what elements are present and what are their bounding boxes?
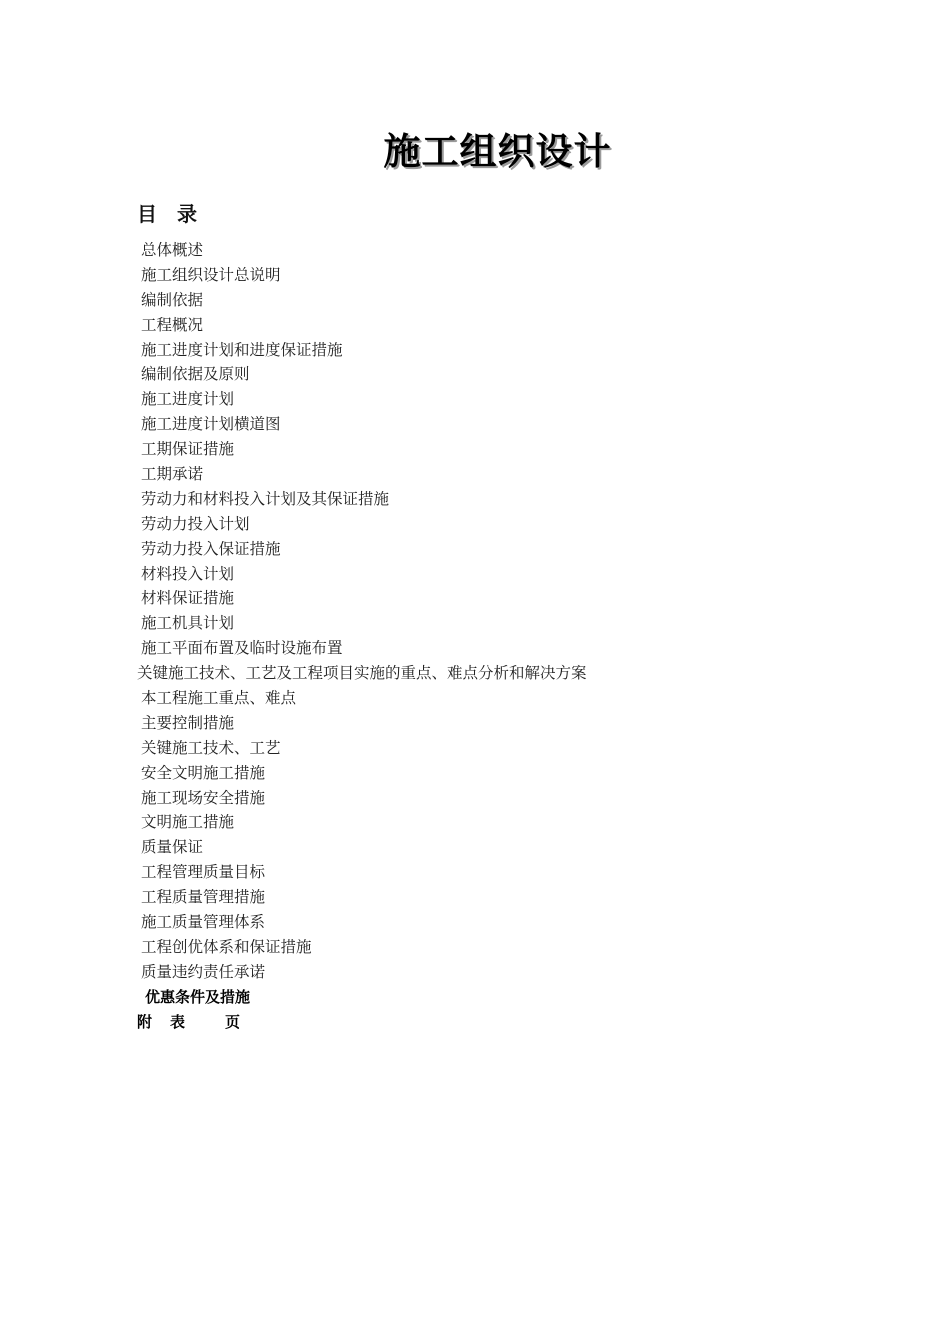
toc-item[interactable]: 质量违约责任承诺 bbox=[141, 962, 266, 981]
table-of-contents bbox=[137, 238, 587, 1035]
toc-item[interactable]: 编制依据及原则 bbox=[141, 365, 250, 384]
toc-item[interactable]: 工程概况 bbox=[141, 315, 204, 334]
toc-item[interactable]: 安全文明施工措施 bbox=[141, 763, 266, 782]
toc-heading: 目 录 bbox=[137, 202, 197, 226]
toc-item[interactable]: 本工程施工重点、难点 bbox=[141, 689, 297, 708]
toc-item[interactable]: 关键施工技术、工艺及工程项目实施的重点、难点分析和解决方案 bbox=[137, 664, 587, 683]
appendix-label-part: 附 bbox=[137, 1012, 153, 1031]
toc-item[interactable]: 优惠条件及措施 bbox=[145, 987, 251, 1006]
toc-item[interactable]: 工期保证措施 bbox=[141, 440, 235, 459]
toc-item-appendix[interactable] bbox=[137, 1010, 587, 1035]
appendix-label-part: 表 bbox=[170, 1012, 186, 1031]
toc-item[interactable]: 工程创优体系和保证措施 bbox=[141, 937, 312, 956]
toc-item[interactable]: 施工组织设计总说明 bbox=[141, 265, 281, 284]
toc-item[interactable]: 施工平面布置及临时设施布置 bbox=[141, 639, 343, 658]
toc-item[interactable]: 总体概述 bbox=[141, 241, 204, 259]
appendix-label-part: 页 bbox=[225, 1012, 241, 1031]
toc-item[interactable]: 关键施工技术、工艺 bbox=[141, 738, 281, 757]
toc-item[interactable]: 工程质量管理措施 bbox=[141, 888, 266, 907]
toc-item[interactable]: 工期承诺 bbox=[141, 465, 204, 484]
toc-item[interactable]: 劳动力投入计划 bbox=[141, 514, 250, 533]
toc-item[interactable]: 施工现场安全措施 bbox=[141, 788, 266, 807]
toc-item[interactable]: 施工进度计划 bbox=[141, 390, 235, 409]
toc-item[interactable]: 质量保证 bbox=[141, 838, 204, 857]
toc-item[interactable]: 劳动力投入保证措施 bbox=[141, 539, 281, 558]
toc-item[interactable]: 劳动力和材料投入计划及其保证措施 bbox=[141, 489, 390, 508]
toc-item[interactable]: 材料保证措施 bbox=[141, 589, 235, 608]
toc-item[interactable]: 施工进度计划横道图 bbox=[141, 415, 281, 434]
toc-item[interactable]: 编制依据 bbox=[141, 290, 204, 309]
toc-item[interactable]: 施工进度计划和进度保证措施 bbox=[141, 340, 343, 359]
toc-item[interactable]: 工程管理质量目标 bbox=[141, 863, 266, 882]
toc-item[interactable]: 施工机具计划 bbox=[141, 614, 235, 633]
document-title: 施工组织设计 bbox=[383, 130, 612, 173]
toc-item[interactable]: 主要控制措施 bbox=[141, 713, 235, 732]
toc-item[interactable]: 施工质量管理体系 bbox=[141, 913, 266, 932]
toc-item[interactable]: 文明施工措施 bbox=[141, 813, 235, 832]
toc-item[interactable]: 材料投入计划 bbox=[141, 564, 235, 583]
